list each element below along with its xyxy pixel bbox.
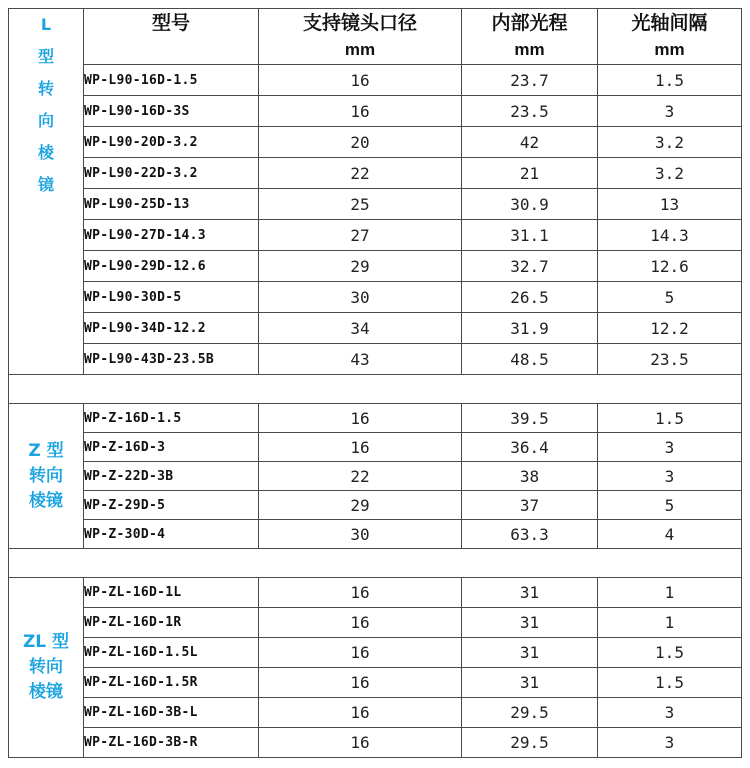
diameter-cell: 16 — [259, 728, 462, 758]
diameter-cell: 16 — [259, 404, 462, 433]
diameter-cell: 30 — [259, 520, 462, 549]
header-path-label: 内部光程 — [491, 12, 568, 34]
axis-gap-cell: 4 — [598, 520, 742, 549]
model-cell: WP-L90-30D-5 — [84, 282, 259, 313]
group-label-z — [9, 404, 84, 549]
axis-gap-cell: 1.5 — [598, 65, 742, 96]
group-label-text — [9, 630, 83, 705]
path-cell: 31.1 — [462, 220, 598, 251]
table-row — [9, 282, 742, 313]
path-cell: 31 — [462, 638, 598, 668]
group-label-zl — [9, 578, 84, 758]
diameter-cell: 29 — [259, 491, 462, 520]
prism-spec-table — [8, 8, 742, 758]
axis-gap-cell: 3.2 — [598, 158, 742, 189]
table-row — [9, 491, 742, 520]
table-row — [9, 158, 742, 189]
group-label-line: 棱 — [37, 143, 54, 162]
table-header-row — [9, 9, 742, 65]
axis-gap-cell: 3 — [598, 433, 742, 462]
model-cell: WP-Z-22D-3B — [84, 462, 259, 491]
header-axis-gap-unit: mm — [654, 40, 685, 59]
model-cell: WP-L90-29D-12.6 — [84, 251, 259, 282]
axis-gap-cell: 1.5 — [598, 668, 742, 698]
path-cell: 39.5 — [462, 404, 598, 433]
diameter-cell: 16 — [259, 578, 462, 608]
group-label-line: 转向 — [29, 465, 63, 486]
axis-gap-cell: 3 — [598, 462, 742, 491]
group-label-line: 棱镜 — [29, 682, 63, 702]
diameter-cell: 16 — [259, 608, 462, 638]
axis-gap-cell: 5 — [598, 282, 742, 313]
path-cell: 48.5 — [462, 344, 598, 375]
axis-gap-cell: 12.2 — [598, 313, 742, 344]
table-row — [9, 520, 742, 549]
axis-gap-cell: 3 — [598, 728, 742, 758]
separator-cell — [9, 549, 742, 578]
header-diameter — [259, 9, 462, 65]
diameter-cell: 27 — [259, 220, 462, 251]
group-label-line: 转向 — [29, 657, 63, 677]
diameter-cell: 22 — [259, 158, 462, 189]
table-row — [9, 698, 742, 728]
diameter-cell: 29 — [259, 251, 462, 282]
model-cell: WP-L90-34D-12.2 — [84, 313, 259, 344]
table-row — [9, 433, 742, 462]
path-cell: 42 — [462, 127, 598, 158]
model-cell: WP-ZL-16D-1L — [84, 578, 259, 608]
table-row — [9, 344, 742, 375]
table-row — [9, 65, 742, 96]
axis-gap-cell: 1.5 — [598, 404, 742, 433]
axis-gap-cell: 23.5 — [598, 344, 742, 375]
diameter-cell: 16 — [259, 638, 462, 668]
path-cell: 21 — [462, 158, 598, 189]
header-model — [84, 9, 259, 65]
model-cell: WP-ZL-16D-1R — [84, 608, 259, 638]
axis-gap-cell: 1.5 — [598, 638, 742, 668]
header-diameter-unit: mm — [344, 40, 376, 59]
diameter-cell: 22 — [259, 462, 462, 491]
model-cell: WP-Z-16D-3 — [84, 433, 259, 462]
diameter-cell: 16 — [259, 65, 462, 96]
diameter-cell: 16 — [259, 698, 462, 728]
axis-gap-cell: 3.2 — [598, 127, 742, 158]
axis-gap-cell: 1 — [598, 608, 742, 638]
path-cell: 26.5 — [462, 282, 598, 313]
table-row — [9, 608, 742, 638]
model-cell: WP-ZL-16D-3B-L — [84, 698, 259, 728]
diameter-cell: 16 — [259, 96, 462, 127]
model-cell: WP-Z-29D-5 — [84, 491, 259, 520]
table-row — [9, 220, 742, 251]
diameter-cell: 43 — [259, 344, 462, 375]
axis-gap-cell: 5 — [598, 491, 742, 520]
table-row — [9, 404, 742, 433]
model-cell: WP-Z-16D-1.5 — [84, 404, 259, 433]
path-cell: 31 — [462, 608, 598, 638]
path-cell: 31 — [462, 668, 598, 698]
group-separator-row — [9, 375, 742, 404]
table-row — [9, 127, 742, 158]
table-row — [9, 728, 742, 758]
separator-cell — [9, 375, 742, 404]
group-label-line: 型 — [37, 47, 54, 66]
table-row — [9, 251, 742, 282]
path-cell: 31.9 — [462, 313, 598, 344]
group-label-line: 转 — [37, 79, 54, 98]
table-row — [9, 668, 742, 698]
table-row — [9, 462, 742, 491]
group-separator-row — [9, 549, 742, 578]
axis-gap-cell: 1 — [598, 578, 742, 608]
model-cell: WP-L90-27D-14.3 — [84, 220, 259, 251]
model-cell: WP-ZL-16D-3B-R — [84, 728, 259, 758]
table-row — [9, 96, 742, 127]
group-label-text — [9, 439, 83, 514]
model-cell: WP-L90-20D-3.2 — [84, 127, 259, 158]
path-cell: 23.5 — [462, 96, 598, 127]
diameter-cell: 25 — [259, 189, 462, 220]
path-cell: 29.5 — [462, 728, 598, 758]
group-label-line: L — [40, 15, 52, 34]
group-label-line: 向 — [37, 111, 54, 130]
diameter-cell: 16 — [259, 668, 462, 698]
table-row — [9, 313, 742, 344]
path-cell: 38 — [462, 462, 598, 491]
path-cell: 36.4 — [462, 433, 598, 462]
group-label-l — [9, 9, 84, 375]
header-axis-gap-label: 光轴间隔 — [631, 12, 708, 34]
model-cell: WP-L90-16D-3S — [84, 96, 259, 127]
model-cell: WP-L90-22D-3.2 — [84, 158, 259, 189]
path-cell: 23.7 — [462, 65, 598, 96]
model-cell: WP-L90-25D-13 — [84, 189, 259, 220]
header-axis-gap — [598, 9, 742, 65]
model-cell: WP-L90-16D-1.5 — [84, 65, 259, 96]
group-label-text — [9, 9, 83, 201]
path-cell: 29.5 — [462, 698, 598, 728]
model-cell: WP-ZL-16D-1.5L — [84, 638, 259, 668]
group-label-line: 镜 — [37, 175, 54, 194]
path-cell: 30.9 — [462, 189, 598, 220]
diameter-cell: 16 — [259, 433, 462, 462]
diameter-cell: 30 — [259, 282, 462, 313]
group-label-line: 棱镜 — [29, 490, 63, 511]
group-label-line: ZL 型 — [22, 632, 70, 652]
table-row — [9, 189, 742, 220]
header-diameter-label: 支持镜头口径 — [302, 12, 417, 34]
path-cell: 37 — [462, 491, 598, 520]
header-path-unit: mm — [514, 40, 545, 59]
model-cell: WP-ZL-16D-1.5R — [84, 668, 259, 698]
table-row — [9, 578, 742, 608]
model-cell: WP-L90-43D-23.5B — [84, 344, 259, 375]
diameter-cell: 20 — [259, 127, 462, 158]
group-label-line: Z 型 — [28, 440, 64, 461]
header-model-label: 型号 — [151, 12, 190, 34]
axis-gap-cell: 3 — [598, 96, 742, 127]
path-cell: 32.7 — [462, 251, 598, 282]
path-cell: 31 — [462, 578, 598, 608]
axis-gap-cell: 12.6 — [598, 251, 742, 282]
header-path — [462, 9, 598, 65]
axis-gap-cell: 14.3 — [598, 220, 742, 251]
diameter-cell: 34 — [259, 313, 462, 344]
table-row — [9, 638, 742, 668]
axis-gap-cell: 13 — [598, 189, 742, 220]
path-cell: 63.3 — [462, 520, 598, 549]
model-cell: WP-Z-30D-4 — [84, 520, 259, 549]
axis-gap-cell: 3 — [598, 698, 742, 728]
